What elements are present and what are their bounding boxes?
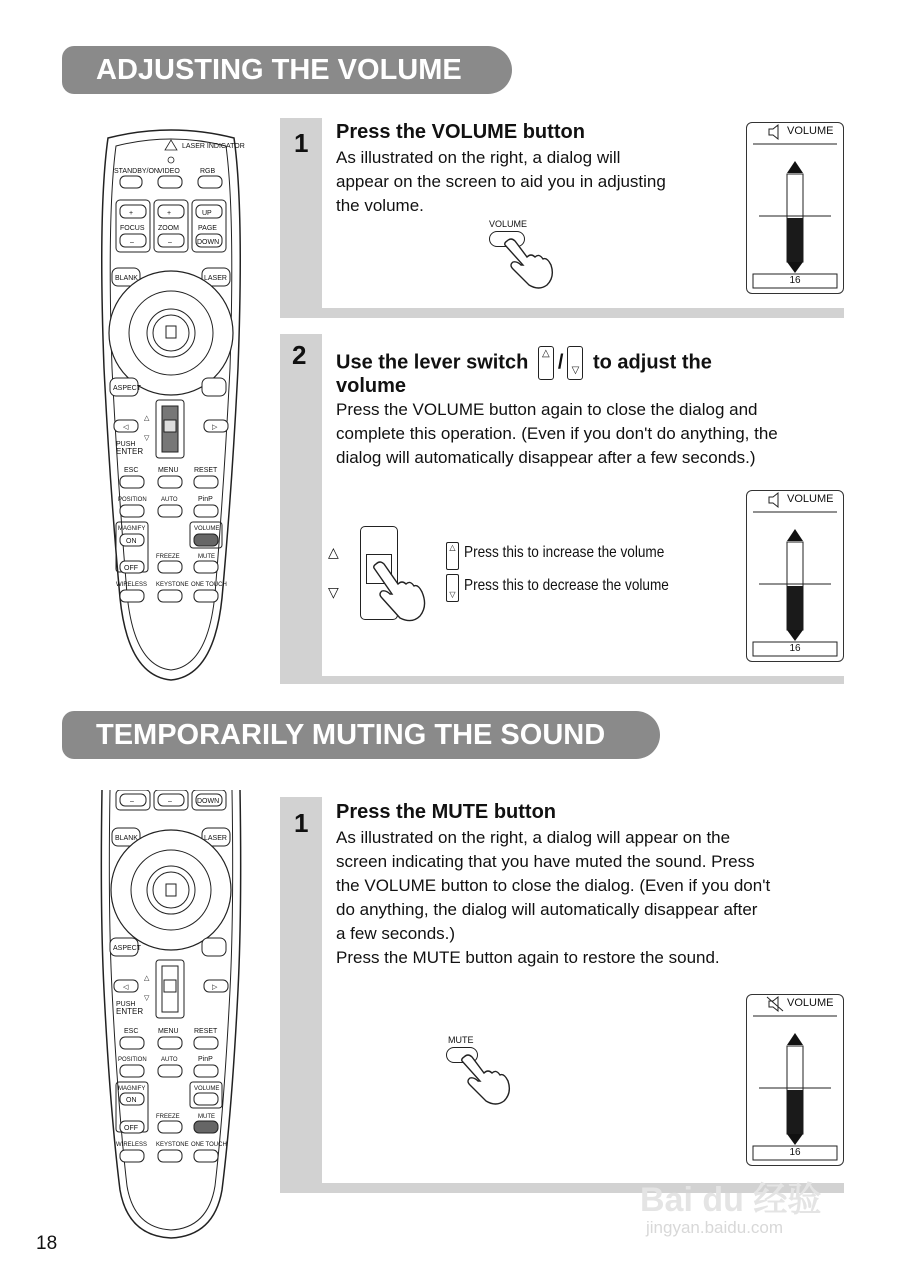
svg-text:STANDBY/ON: STANDBY/ON — [114, 168, 159, 175]
svg-text:MENU: MENU — [158, 467, 179, 474]
svg-text:▷: ▷ — [212, 424, 218, 431]
svg-text:UP: UP — [202, 210, 212, 217]
svg-text:RESET: RESET — [194, 1028, 218, 1035]
decrease-indicator-icon: ▽ — [446, 574, 459, 602]
svg-text:ENTER: ENTER — [116, 1007, 144, 1016]
svg-text:FOCUS: FOCUS — [120, 225, 145, 232]
svg-text:MUTE: MUTE — [198, 554, 215, 560]
svg-text:PinP: PinP — [198, 1056, 213, 1063]
svg-text:+: + — [167, 210, 172, 217]
pointing-hand-icon — [372, 560, 432, 630]
svg-text:FREEZE: FREEZE — [156, 1114, 180, 1120]
svg-text:△: △ — [144, 415, 150, 422]
step-number: 1 — [294, 808, 309, 838]
step-title: Use the lever switch △ / ▽ to adjust the — [336, 346, 836, 380]
svg-text:–: – — [130, 239, 134, 246]
lever-down-icon: ▽ — [567, 346, 583, 380]
svg-text:KEYSTONE: KEYSTONE — [156, 582, 189, 588]
svg-text:ASPECT: ASPECT — [113, 945, 142, 952]
svg-text:WIRELESS: WIRELESS — [116, 1142, 148, 1148]
svg-text:AUTO: AUTO — [161, 497, 178, 503]
step-body: As illustrated on the right, a dialog will appear on the screen to aid you in adjusting the volume. — [336, 148, 666, 215]
svg-text:BLANK: BLANK — [115, 275, 138, 282]
remote-control-illustration — [96, 128, 246, 686]
svg-text:PUSH: PUSH — [116, 441, 136, 448]
svg-text:VIDEO: VIDEO — [158, 168, 180, 175]
pointing-hand-icon — [458, 1051, 514, 1107]
svg-text:LASER: LASER — [204, 275, 227, 282]
svg-text:ENTER: ENTER — [116, 447, 144, 456]
svg-text:–: – — [168, 798, 172, 805]
watermark-brand: Bai du 经验 — [640, 1181, 822, 1219]
svg-text:MAGNIFY: MAGNIFY — [118, 1086, 146, 1092]
lever-up-icon: △ — [538, 346, 554, 380]
svg-text:POSITION: POSITION — [118, 1057, 147, 1063]
laser-indicator-label: LASER INDICATOR — [182, 143, 245, 150]
svg-text:RESET: RESET — [194, 467, 218, 474]
section-title-volume: ADJUSTING THE VOLUME — [62, 46, 512, 94]
decrease-caption: Press this to decrease the volume — [464, 577, 669, 594]
svg-text:POSITION: POSITION — [118, 497, 147, 503]
svg-text:–: – — [130, 798, 134, 805]
svg-text:ZOOM: ZOOM — [158, 225, 179, 232]
volume-muted-dialog: VOLUME 16 — [746, 994, 844, 1166]
svg-text:MAGNIFY: MAGNIFY — [118, 526, 146, 532]
svg-text:PUSH: PUSH — [116, 1001, 136, 1008]
remote-control-partial-illustration — [96, 790, 246, 1240]
lever-switch-illustration: △ ▽ — [328, 526, 438, 636]
svg-text:MUTE: MUTE — [198, 1114, 215, 1120]
svg-text:ONE TOUCH: ONE TOUCH — [191, 582, 227, 588]
volume-dialog: VOLUME 16 — [746, 490, 844, 662]
svg-text:DOWN: DOWN — [197, 239, 220, 246]
svg-text:DOWN: DOWN — [197, 798, 220, 805]
svg-text:ONE TOUCH: ONE TOUCH — [191, 1142, 227, 1148]
step-title: Press the MUTE button — [336, 801, 557, 823]
svg-text:VOLUME: VOLUME — [194, 526, 220, 532]
step-number: 1 — [294, 128, 309, 158]
svg-text:ASPECT: ASPECT — [113, 385, 142, 392]
svg-text:◁: ◁ — [123, 424, 129, 431]
volume-button-press-illustration: VOLUME — [487, 219, 567, 294]
svg-text:BLANK: BLANK — [115, 835, 138, 842]
svg-text:KEYSTONE: KEYSTONE — [156, 1142, 189, 1148]
svg-text:OFF: OFF — [124, 565, 138, 572]
watermark-url: jingyan.baidu.com — [646, 1218, 784, 1237]
svg-text:▽: ▽ — [144, 995, 150, 1002]
svg-text:FREEZE: FREEZE — [156, 554, 180, 560]
volume-dialog: VOLUME 16 — [746, 122, 844, 294]
mute-button-press-illustration: MUTE — [446, 1035, 516, 1110]
svg-text:WIRELESS: WIRELESS — [116, 582, 148, 588]
step-body: Press the VOLUME button again to close the dialog and complete this operation. (Even if you don't do anything, the dialog will automatically disappear after a few seconds.) — [336, 400, 778, 467]
svg-text:MENU: MENU — [158, 1028, 179, 1035]
svg-text:VOLUME: VOLUME — [194, 1086, 220, 1092]
svg-text:ON: ON — [126, 1097, 137, 1104]
svg-text:+: + — [129, 210, 134, 217]
svg-text:△: △ — [144, 975, 150, 982]
pointing-hand-icon — [501, 235, 557, 291]
step-title-line2: volume — [336, 375, 407, 397]
svg-text:PinP: PinP — [198, 496, 213, 503]
step-number: 2 — [292, 340, 307, 370]
svg-text:ESC: ESC — [124, 1028, 139, 1035]
svg-text:▽: ▽ — [144, 435, 150, 442]
step-title: Press the VOLUME button — [336, 121, 585, 143]
svg-text:–: – — [168, 239, 172, 246]
svg-text:AUTO: AUTO — [161, 1057, 178, 1063]
svg-text:ON: ON — [126, 538, 137, 545]
svg-text:◁: ◁ — [123, 984, 129, 991]
svg-text:ESC: ESC — [124, 467, 139, 474]
increase-caption: Press this to increase the volume — [464, 544, 665, 561]
step-body: As illustrated on the right, a dialog will appear on the screen indicating that you have muted the sound. Press the VOLUME button to close the dialog. (Even if you don't do anything, the dialog will automatically disappear after a few seconds.) Press the MUTE button again to restore the sound. — [336, 828, 771, 967]
svg-text:▷: ▷ — [212, 984, 218, 991]
svg-text:OFF: OFF — [124, 1125, 138, 1132]
svg-text:RGB: RGB — [200, 168, 216, 175]
increase-indicator-icon: △ — [446, 542, 459, 570]
svg-text:PAGE: PAGE — [198, 225, 217, 232]
page-number: 18 — [36, 1233, 58, 1254]
svg-text:LASER: LASER — [204, 835, 227, 842]
section-title-mute: TEMPORARILY MUTING THE SOUND — [62, 711, 660, 759]
